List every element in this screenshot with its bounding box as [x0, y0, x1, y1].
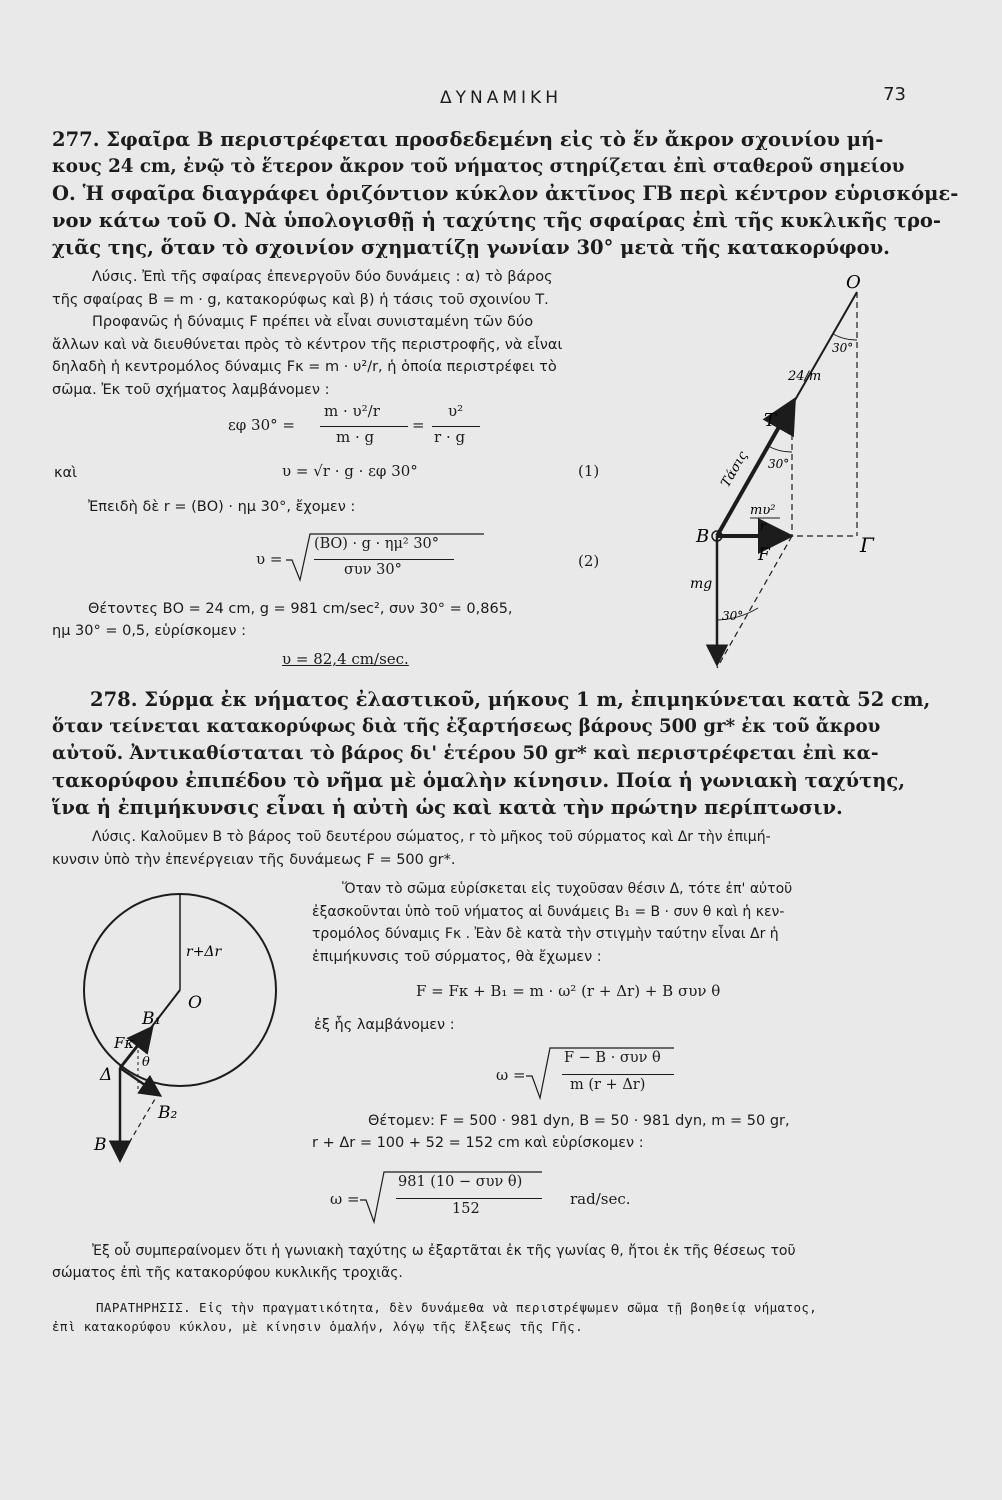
- eq1-frac2-num: υ²: [448, 402, 464, 420]
- label-o: O: [846, 272, 861, 293]
- parallelogram-dashed: [717, 536, 792, 668]
- solution-277-line: δηλαδὴ ἡ κεντρομόλος δύναμις Fκ = m · υ²/r, ἡ ὁποία περιστρέφει τὸ: [52, 359, 557, 375]
- dashed-b1: [120, 1094, 158, 1158]
- eqw-left: ω =: [496, 1066, 526, 1084]
- eq1-left: εφ 30° =: [228, 416, 295, 434]
- from-line: ἐξ ἧς λαμβάνομεν :: [314, 1017, 455, 1033]
- label-f: F: [758, 545, 770, 565]
- solution-277-line: σῶμα. Ἐκ τοῦ σχήματος λαμβάνομεν :: [52, 381, 330, 398]
- final-bar: [396, 1198, 542, 1199]
- label-b1: B₁: [142, 1009, 162, 1029]
- given-line-2: ημ 30° = 0,5, εὑρίσκομεν :: [52, 623, 246, 639]
- eq3-left: υ =: [256, 550, 283, 568]
- problem-277: [52, 126, 959, 261]
- solution-278-right-line: Ὅταν τὸ σῶμα εὑρίσκεται εἰς τυχοῦσαν θέσιν Δ, τότε ἐπ' αὐτοῦ: [342, 881, 793, 897]
- eq3-num: (ΒΟ) · g · ημ² 30°: [314, 536, 440, 552]
- label-mg: mg: [690, 576, 713, 592]
- solution-277-line: Προφανῶς ἡ δύναμις F πρέπει νὰ εἶναι συνισταμένη τῶν δύο: [92, 314, 534, 330]
- problem-278-line: ὅταν τείνεται κατακορύφως διὰ τῆς ἐξαρτήσεως βάρους 500 gr* ἐκ τοῦ ἄκρου: [52, 716, 881, 737]
- problem-278-line: αὐτοῦ. Ἀντικαθίσταται τὸ βάρος δι' ἑτέρου 50 gr* καὶ περιστρέφεται ἐπὶ κα-: [52, 743, 879, 764]
- equation-1-number: (1): [578, 462, 600, 480]
- figure-277: [680, 270, 900, 680]
- figure-278: [80, 880, 290, 1170]
- remark-line: ἐπὶ κατακορύφου κύκλου, μὲ κίνησιν ὁμαλήν, λόγῳ τῆς ἕλξεως τῆς Γῆς.: [52, 1319, 584, 1334]
- remark-line: ΠΑΡΑΤΗΡΗΣΙΣ. Εἰς τὴν πραγματικότητα, δὲν δυνάμεθα νὰ περιστρέψωμεν σῶμα τῇ βοηθείᾳ νήματος,: [96, 1300, 818, 1315]
- solution-278-right-line: ἐξασκοῦνται ὑπὸ τοῦ νήματος αἱ δυνάμεις Β₁ = Β · συν θ καὶ ἡ κεν-: [312, 903, 785, 920]
- solution-278-right-line: ἐπιμήκυνσις τοῦ σύρματος, θὰ ἔχωμεν :: [312, 948, 602, 965]
- solution-277: [52, 266, 672, 401]
- problem-277-line: χιᾶς της, ὅταν τὸ σχοινίον σχηματίζῃ γωνίαν 30° μετὰ τῆς κατακορύφου.: [52, 236, 890, 259]
- eq1-frac2-bar: [432, 426, 480, 427]
- label-gamma: Γ: [860, 533, 874, 557]
- label-tasis: Τάσις: [718, 448, 751, 490]
- equation-1: υ = √r · g · εφ 30°: [282, 462, 418, 480]
- eq1-frac1-num: m · υ²/r: [324, 402, 380, 420]
- problem-277-line: κους 24 cm, ἐνῷ τὸ ἕτερον ἄκρον τοῦ νήματος στηρίζεται ἐπὶ σταθεροῦ σημείου: [52, 156, 905, 177]
- result-277: υ = 82,4 cm/sec.: [282, 650, 409, 668]
- label-r: r: [760, 519, 766, 533]
- page-number: 73: [883, 84, 906, 105]
- label-o: O: [188, 993, 202, 1013]
- set-line-1: Θέτομεν: F = 500 · 981 dyn, Β = 50 · 981 dyn, m = 50 gr,: [368, 1113, 790, 1129]
- kai-label: καὶ: [54, 465, 78, 481]
- solution-277-line: ἄλλων καὶ νὰ διευθύνεται πρὸς τὸ κέντρον τῆς περιστροφῆς, νὰ εἶναι: [52, 336, 563, 353]
- solution-278-line: κυνσιν ὑπὸ τὴν ἐπενέργειαν τῆς δυνάμεως F = 500 gr*.: [52, 851, 456, 868]
- solution-278: [52, 826, 912, 871]
- eq1-frac1-bar: [320, 426, 408, 427]
- label-delta: Δ: [100, 1065, 113, 1085]
- conclusion-line-1: Ἐξ οὗ συμπεραίνομεν ὅτι ἡ γωνιακὴ ταχύτης ω ἐξαρτᾶται ἐκ τῆς γωνίας θ, ἤτοι ἐκ τῆς θέσεως τοῦ: [92, 1243, 796, 1259]
- label-30-bot: 30°: [722, 609, 744, 623]
- label-24m: 24/m: [788, 369, 822, 384]
- label-t: T: [764, 410, 777, 431]
- label-b: B: [94, 1135, 107, 1155]
- label-30-top: 30°: [832, 341, 854, 355]
- label-30-mid: 30°: [768, 457, 790, 471]
- solution-277-line: Λύσις. Ἐπὶ τῆς σφαίρας ἐπενεργοῦν δύο δυνάμεις : α) τὸ βάρος: [92, 269, 553, 285]
- since-line: Ἐπειδὴ δὲ r = (ΒΟ) · ημ 30°, ἔχομεν :: [88, 499, 356, 515]
- running-header: ΔΥΝΑΜΙΚΗ: [440, 88, 562, 108]
- equation-final: [330, 1168, 650, 1224]
- problem-277-line: Ο. Ἡ σφαῖρα διαγράφει ὁριζόντιον κύκλον ἀκτῖνος ΓΒ περὶ κέντρον εὑρισκόμε-: [52, 182, 959, 205]
- problem-278-line: ἵνα ἡ ἐπιμήκυνσις εἶναι ἡ αὐτὴ ὡς καὶ κατὰ τὴν πρώτην περίπτωσιν.: [52, 796, 843, 819]
- given-line-1: Θέτοντες ΒΟ = 24 cm, g = 981 cm/sec², συν 30° = 0,865,: [88, 601, 513, 617]
- problem-278-line: τακορύφου ἐπιπέδου τὸ νῆμα μὲ ὁμαλὴν κίνησιν. Ποία ἡ γωνιακὴ ταχύτης,: [52, 769, 906, 792]
- angle-arc-top: [833, 334, 857, 340]
- label-theta: θ: [142, 1055, 150, 1070]
- solution-278-right: [312, 878, 912, 968]
- label-fk: Fκ: [114, 1034, 135, 1052]
- final-den: 152: [452, 1201, 480, 1217]
- conclusion-line-2: σώματος ἐπὶ τῆς κατακορύφου κυκλικῆς τροχιᾶς.: [52, 1265, 403, 1281]
- solution-277-line: τῆς σφαίρας Β = m · g, κατακορύφως καὶ β) ἡ τάσις τοῦ σχοινίου Τ.: [52, 291, 549, 308]
- final-num: 981 (10 − συν θ): [398, 1174, 523, 1190]
- problem-277-line: νον κάτω τοῦ Ο. Νὰ ὑπολογισθῇ ἡ ταχύτης τῆς σφαίρας ἐπὶ τῆς κυκλικῆς τρο-: [52, 209, 942, 232]
- final-unit: rad/sec.: [570, 1190, 631, 1208]
- label-b: B: [696, 526, 710, 547]
- eq1-frac1-den: m · g: [336, 428, 375, 446]
- problem-278-line: 278. Σύρμα ἐκ νήματος ἐλαστικοῦ, μήκους 1 m, ἐπιμηκύνεται κατὰ 52 cm,: [90, 688, 931, 711]
- eq1-eq-sign: =: [412, 416, 425, 434]
- set-line-2: r + Δr = 100 + 52 = 152 cm καὶ εὑρίσκομεν :: [312, 1135, 644, 1151]
- equation-2: [256, 530, 486, 584]
- remark-note: [52, 1298, 922, 1336]
- problem-277-line: 277. Σφαῖρα Β περιστρέφεται προσδεδεμένη εἰς τὸ ἕν ἄκρον σχοινίου μή-: [52, 128, 884, 151]
- final-left: ω =: [330, 1190, 360, 1208]
- label-b2: B₂: [158, 1103, 178, 1123]
- equation-2-number: (2): [578, 552, 600, 570]
- equation-omega: [496, 1044, 696, 1100]
- eqw-bar: [562, 1074, 674, 1075]
- eqw-den: m (r + Δr): [570, 1077, 646, 1093]
- solution-278-line: Λύσις. Καλοῦμεν Β τὸ βάρος τοῦ δευτέρου σώματος, r τὸ μῆκος τοῦ σύρματος καὶ Δr τὴν ἐπιμή-: [92, 829, 771, 845]
- eqw-num: F − Β · συν θ: [564, 1050, 661, 1066]
- solution-278-right-line: τρομόλος δύναμις Fκ . Ἐὰν δὲ κατὰ τὴν στιγμὴν ταύτην εἶναι Δr ἡ: [312, 926, 779, 942]
- eq3-den: συν 30°: [344, 562, 402, 578]
- problem-278: [52, 686, 931, 821]
- eq1-frac2-den: r · g: [434, 428, 466, 446]
- equation-f: F = Fκ + B₁ = m · ω² (r + Δr) + B συν θ: [416, 982, 721, 1000]
- equation-tan30: [228, 402, 488, 452]
- label-r-dr: r+Δr: [186, 944, 222, 960]
- label-mv2: mυ²: [750, 503, 776, 518]
- eq3-bar: [314, 559, 454, 560]
- angle-arc-mid: [768, 446, 792, 452]
